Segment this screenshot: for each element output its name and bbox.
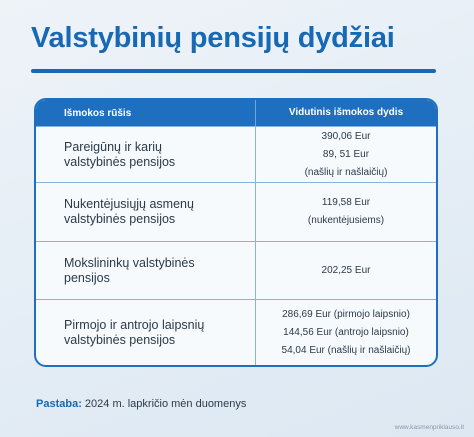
row-label-line: valstybinės pensijos (64, 332, 176, 347)
title-underline (31, 69, 436, 73)
row-label-line: valstybinės pensijos (64, 212, 176, 226)
row-label-line: Nukentėjusiųjų asmenų (64, 197, 194, 211)
table-header (36, 100, 436, 126)
row-value: 390,06 Eur (321, 130, 371, 142)
row-value: 144,56 Eur (antrojo laipsnio) (283, 326, 409, 338)
row-value: 119,58 Eur (321, 197, 371, 208)
row-value: (nukentėjusiems) (307, 215, 385, 226)
row-label (36, 183, 255, 241)
row-label (36, 242, 255, 299)
pension-table (34, 98, 438, 367)
row-value: (našlių ir našlaičių) (304, 166, 388, 178)
table-row (36, 299, 436, 365)
row-label (36, 127, 255, 182)
table-row (36, 182, 436, 241)
row-value: 89, 51 Eur (322, 148, 370, 160)
row-values (255, 300, 436, 365)
note-label: Pastaba: (36, 398, 82, 410)
table-row (36, 241, 436, 299)
row-value: 286,69 Eur (pirmojo laipsnio) (282, 308, 410, 320)
note (36, 398, 246, 410)
row-values (255, 242, 436, 299)
row-values (255, 127, 436, 182)
note-text: 2024 m. lapkričio mėn duomenys (84, 398, 247, 410)
row-label-line: pensijos (64, 270, 110, 285)
row-label-line: Pirmojo ir antrojo laipsnių (64, 317, 205, 332)
row-label (36, 300, 255, 365)
header-average: Vidutinis išmokos dydis (255, 100, 436, 126)
row-label-line: Mokslininkų valstybinės (64, 255, 195, 270)
row-label-line: valstybinės pensijos (64, 154, 176, 169)
header-type: Išmokos rūšis (64, 107, 132, 119)
table-row (36, 126, 436, 182)
page-title: Valstybinių pensijų dydžiai (31, 22, 395, 54)
row-value: 202,25 Eur (321, 264, 371, 276)
row-label-line: Pareigūnų ir karių (64, 139, 162, 154)
row-values (255, 183, 436, 241)
row-value: 54,04 Eur (našlių ir našlaičių) (281, 344, 411, 356)
footer-url: www.kasmenpriklauso.lt (394, 424, 464, 431)
